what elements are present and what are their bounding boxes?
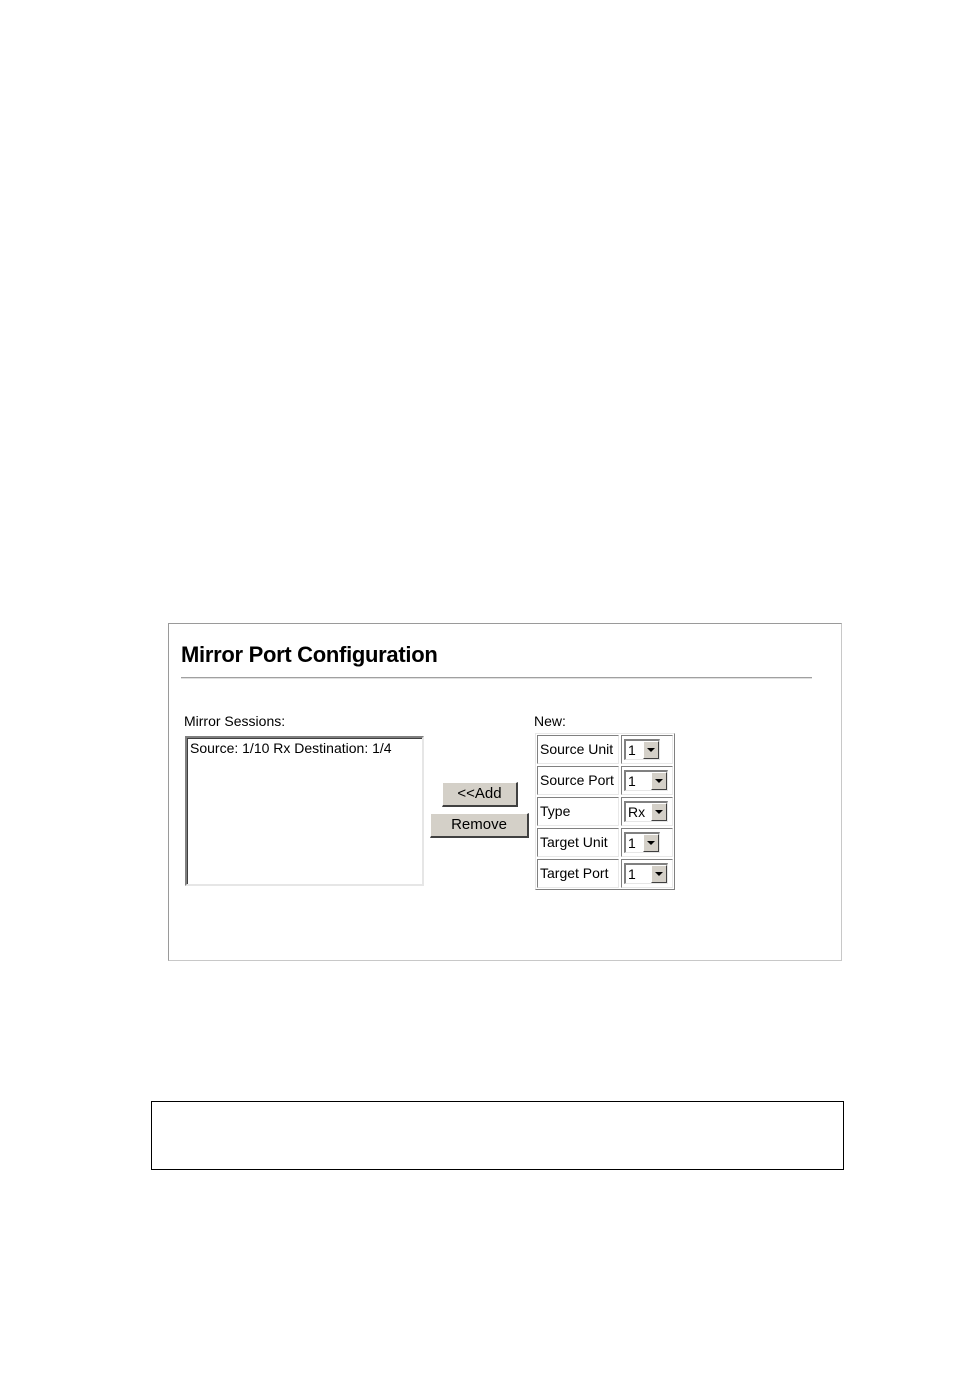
type-value: Rx xyxy=(628,804,646,820)
source-unit-cell xyxy=(621,735,673,764)
target-unit-row xyxy=(537,828,673,857)
source-port-cell xyxy=(621,766,673,795)
target-port-cell xyxy=(621,859,673,888)
source-port-select[interactable] xyxy=(624,770,668,791)
list-inner-edge xyxy=(187,738,422,884)
target-unit-cell xyxy=(621,828,673,857)
remove-button[interactable]: Remove xyxy=(430,813,529,838)
chevron-down-icon[interactable] xyxy=(651,803,667,821)
source-port-row xyxy=(537,766,673,795)
target-port-row xyxy=(537,859,673,888)
page-title: Mirror Port Configuration xyxy=(181,642,438,667)
source-unit-label: Source Unit xyxy=(537,735,619,764)
target-port-value: 1 xyxy=(628,866,636,882)
type-row xyxy=(537,797,673,826)
type-select[interactable] xyxy=(624,801,668,822)
target-unit-label: Target Unit xyxy=(537,828,619,857)
chevron-down-icon[interactable] xyxy=(643,834,659,852)
title-divider xyxy=(181,677,812,679)
type-label: Type xyxy=(537,797,619,826)
mirror-port-configuration-panel xyxy=(168,623,842,961)
chevron-down-icon[interactable] xyxy=(643,741,659,759)
source-port-label: Source Port xyxy=(537,766,619,795)
chevron-down-icon[interactable] xyxy=(651,865,667,883)
target-port-label: Target Port xyxy=(537,859,619,888)
mirror-sessions-list[interactable] xyxy=(185,736,424,886)
target-port-select[interactable] xyxy=(624,863,668,884)
list-item[interactable]: Source: 1/10 Rx Destination: 1/4 xyxy=(190,740,392,756)
note-box xyxy=(151,1101,844,1170)
add-button[interactable]: <<Add xyxy=(442,782,518,807)
new-session-table xyxy=(535,733,675,890)
source-port-value: 1 xyxy=(628,773,636,789)
mirror-sessions-label: Mirror Sessions: xyxy=(184,713,286,729)
source-unit-value: 1 xyxy=(628,742,636,758)
chevron-down-icon[interactable] xyxy=(651,772,667,790)
new-label: New: xyxy=(534,713,566,729)
source-unit-row xyxy=(537,735,673,764)
target-unit-select[interactable] xyxy=(624,832,660,853)
source-unit-select[interactable] xyxy=(624,739,660,760)
type-cell xyxy=(621,797,673,826)
target-unit-value: 1 xyxy=(628,835,636,851)
